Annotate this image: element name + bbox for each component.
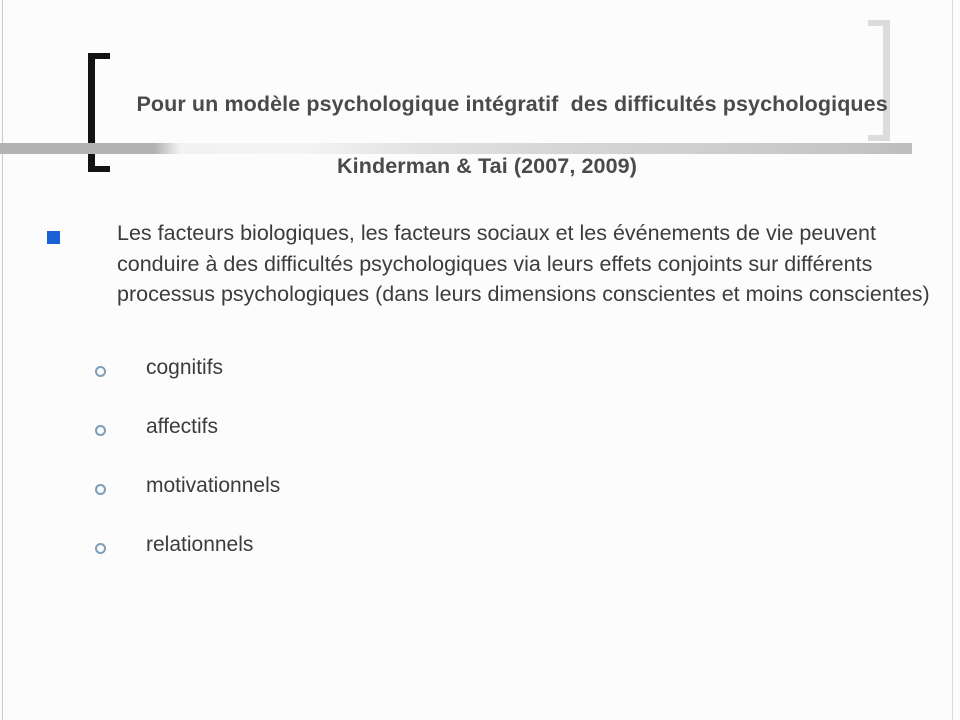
- sub-bullet-label: cognitifs: [146, 356, 224, 379]
- list-item: [0, 355, 960, 414]
- slide-title-line-2: Kinderman & Tai (2007, 2009): [337, 154, 637, 178]
- sub-bullet-label: affectifs: [146, 415, 218, 438]
- list-item: [0, 414, 960, 473]
- sub-bullet-list: [0, 355, 960, 591]
- slide-title-block: [0, 0, 960, 185]
- hollow-circle-bullet-icon: [95, 543, 106, 554]
- list-item: [0, 532, 960, 591]
- slide-title-line-1: Pour un modèle psychologique intégratif des difficultés psychologiques: [136, 92, 888, 116]
- list-item: [0, 473, 960, 532]
- hollow-circle-bullet-icon: [95, 425, 106, 436]
- sub-bullet-label: motivationnels: [146, 474, 281, 497]
- main-bullet-text: Les facteurs biologiques, les facteurs sociaux et les événements de vie peuvent conduire à des difficultés psychologiques via leurs effets conjoints sur différents processus psychologiques (dans leurs dimensions conscientes et moins conscientes): [117, 221, 930, 306]
- title-underline-rule: [0, 143, 912, 154]
- hollow-circle-bullet-icon: [95, 366, 106, 377]
- sub-bullet-label: relationnels: [146, 533, 254, 556]
- filled-square-bullet-icon: [47, 231, 60, 244]
- hollow-circle-bullet-icon: [95, 484, 106, 495]
- main-bullet-item: [40, 218, 940, 310]
